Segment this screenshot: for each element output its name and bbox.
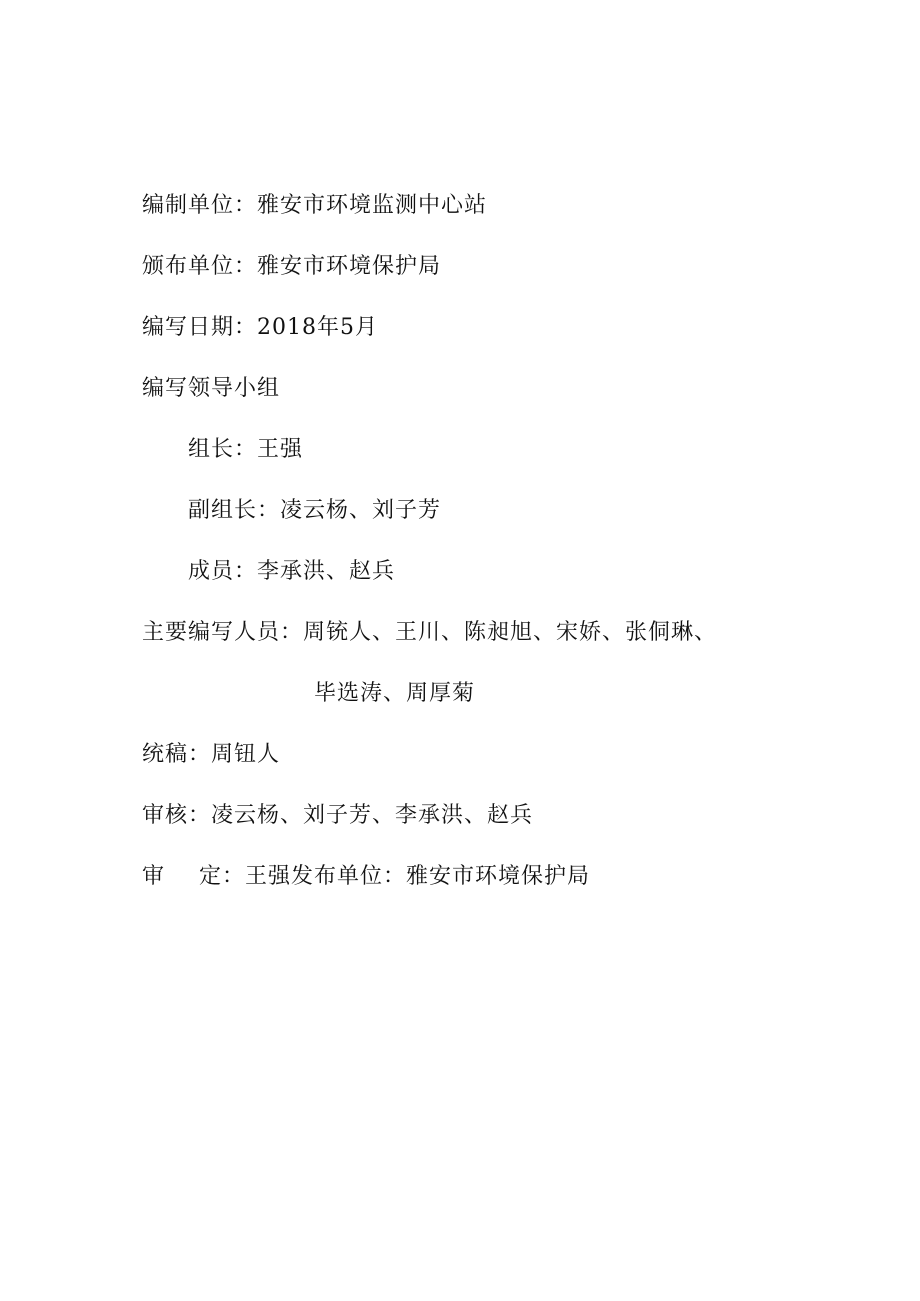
approval-label-rest: 定：王强发布单位：雅安市环境保护局 [199,864,591,889]
main-writers-continuation: 毕选涛、周厚菊 [314,681,476,706]
members-line: 成员：李承洪、赵兵 [188,559,396,584]
final-draft-line: 统稿：周钮人 [142,742,281,767]
main-writers-line: 主要编写人员：周铳人、王川、陈昶旭、宋娇、张侗琳、 [142,620,718,645]
date-line: 编写日期：2018年5月 [142,315,378,340]
leader-line: 组长：王强 [188,437,304,462]
deputy-leaders-line: 副组长：凌云杨、刘子芳 [188,498,442,523]
approval-label-first: 审 [142,864,166,889]
leadership-group-heading: 编写领导小组 [142,376,281,401]
review-line: 审核：凌云杨、刘子芳、李承洪、赵兵 [142,803,534,828]
compiler-line: 编制单位：雅安市环境监测中心站 [142,193,488,218]
approval-line [142,862,590,892]
publisher-line: 颁布单位：雅安市环境保护局 [142,254,442,279]
